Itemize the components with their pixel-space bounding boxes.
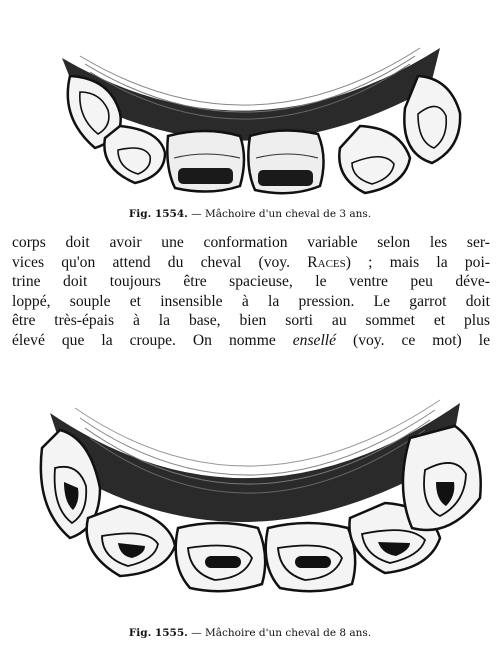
tooth-left-central [167,131,244,192]
text-segment: vices qu'on attend du cheval (voy. [12,253,308,271]
figure-caption-1555 [0,627,500,639]
text-segment: ) ; mais la poi- [345,253,490,271]
text-line: loppé, souple et insensible à la pression. Le garrot doit [12,292,490,310]
tooth-right-central [248,130,323,193]
tooth-right-corner [404,76,460,163]
body-paragraph [12,233,490,351]
text-line: être très-épais à la base, bien sorti au sommet et plus [12,312,490,330]
tooth-left-lateral [87,506,175,576]
cross-reference: Races [307,253,346,271]
jaw-illustration-3-years [0,18,500,208]
text-line: corps doit avoir une conformation variable selon les ser- [12,234,490,251]
tooth-right-corner [403,426,481,530]
text-line: trine doit toujours être spacieuse, le ventre peu déve- [12,273,490,291]
figure-number: Fig. 1554. [128,208,188,220]
text-segment: (voy. ce mot) le [336,331,490,349]
tooth-left-lateral [104,126,165,183]
tooth-right-lateral [339,126,410,193]
figure-caption-text: — Mâchoire d'un cheval de 8 ans. [191,627,372,639]
tooth-right-central [266,523,355,591]
text-line [12,253,490,273]
figure-caption-1554 [0,208,500,220]
tooth-left-central [176,523,265,591]
figure-caption-text: — Mâchoire d'un cheval de 3 ans. [191,208,372,220]
italic-term: ensellé [292,331,337,349]
text-line [12,331,490,351]
jaw-illustration-8-years [0,378,500,613]
figure-number: Fig. 1555. [128,627,188,639]
text-segment: élevé que la croupe. On nomme [12,331,293,349]
